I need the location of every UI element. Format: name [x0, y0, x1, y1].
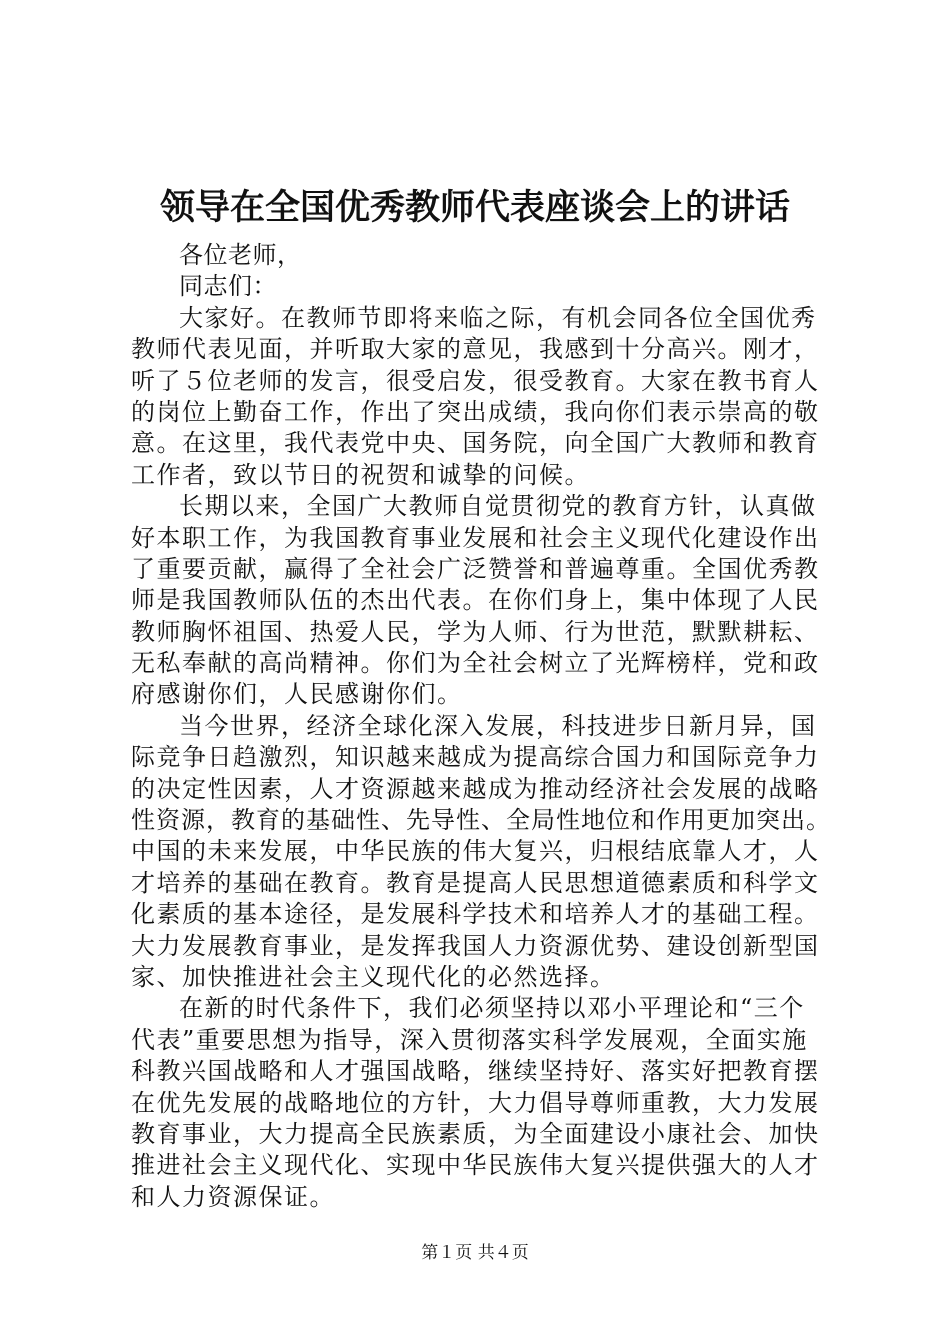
body-text-line: 无私奉献的高尚精神。你们为全社会树立了光辉榜样，党和政 [131, 649, 820, 678]
body-text-line: 了重要贡献，赢得了全社会广泛赞誉和普遍尊重。全国优秀教 [131, 554, 820, 583]
body-text-line: 才培养的基础在教育。教育是提高人民思想道德素质和科学文 [131, 868, 820, 897]
body-text-line: 意。在这里，我代表党中央、国务院，向全国广大教师和教育 [131, 429, 820, 458]
body-text-line: 师是我国教师队伍的杰出代表。在你们身上，集中体现了人民 [131, 586, 820, 615]
salutation-line: 各位老师， [179, 241, 302, 269]
body-text-line: 当今世界，经济全球化深入发展，科技进步日新月异，国 [179, 711, 817, 740]
body-text-line: 在优先发展的战略地位的方针，大力倡导尊师重教，大力发展 [131, 1088, 820, 1117]
body-text-line: 工作者，致以节日的祝贺和诚挚的问候。 [131, 460, 590, 489]
body-text-line: 大力发展教育事业，是发挥我国人力资源优势、建设创新型国 [131, 931, 820, 960]
body-text-line: 家、加快推进社会主义现代化的必然选择。 [131, 962, 616, 991]
body-text-line: 听了５位老师的发言，很受启发，很受教育。大家在教书育人 [131, 366, 820, 395]
body-text-line: 科教兴国战略和人才强国战略，继续坚持好、落实好把教育摆 [131, 1057, 820, 1086]
body-text-line: 代表”重要思想为指导，深入贯彻落实科学发展观，全面实施 [131, 1025, 808, 1054]
body-text-line: 和人力资源保证。 [131, 1182, 335, 1211]
salutation-line: 同志们： [179, 272, 277, 301]
body-text-line: 好本职工作，为我国教育事业发展和社会主义现代化建设作出 [131, 523, 820, 552]
document-title: 领导在全国优秀教师代表座谈会上的讲话 [159, 187, 790, 228]
body-text-line: 在新的时代条件下，我们必须坚持以邓小平理论和“三个 [179, 994, 805, 1023]
body-text-line: 府感谢你们，人民感谢你们。 [131, 680, 463, 709]
body-text-line: 教育事业，大力提高全民族素质，为全面建设小康社会、加快 [131, 1119, 820, 1148]
document-body [131, 240, 831, 1213]
body-text-line: 教师胸怀祖国、热爱人民，学为人师、行为世范，默默耕耘、 [131, 617, 820, 646]
body-text-line: 的岗位上勤奋工作，作出了突出成绩，我向你们表示崇高的敬 [131, 397, 820, 426]
body-text-line: 的决定性因素，人才资源越来越成为推动经济社会发展的战略 [131, 774, 820, 803]
body-text-line: 际竞争日趋激烈，知识越来越成为提高综合国力和国际竞争力 [131, 743, 820, 772]
page-number-footer: 第１页 共４页 [421, 1243, 529, 1263]
body-text-line: 教师代表见面，并听取大家的意见，我感到十分高兴。刚才， [131, 335, 820, 364]
body-text-line: 长期以来，全国广大教师自觉贯彻党的教育方针，认真做 [179, 492, 817, 521]
body-text-line: 化素质的基本途径，是发展科学技术和培养人才的基础工程。 [131, 900, 820, 929]
body-text-line: 性资源，教育的基础性、先导性、全局性地位和作用更加突出。 [131, 806, 831, 835]
body-text-line: 中国的未来发展，中华民族的伟大复兴，归根结底靠人才，人 [131, 837, 820, 866]
body-text-line: 推进社会主义现代化、实现中华民族伟大复兴提供强大的人才 [131, 1151, 820, 1180]
body-text-line: 大家好。在教师节即将来临之际，有机会同各位全国优秀 [179, 303, 817, 332]
